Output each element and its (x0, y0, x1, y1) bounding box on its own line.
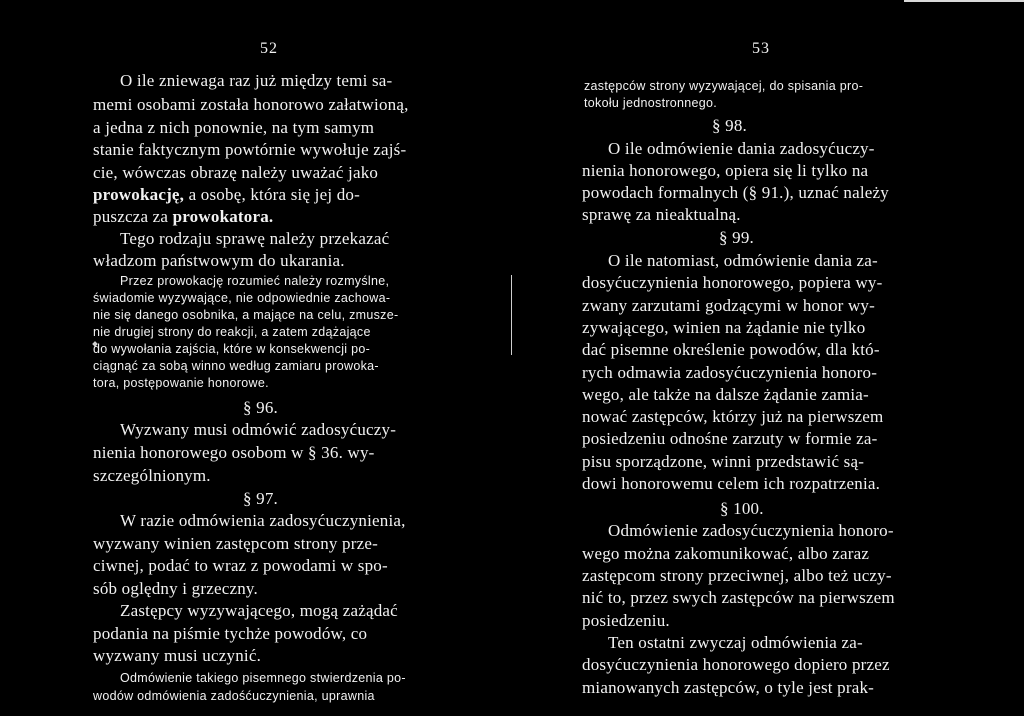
text-line: mianowanych zastępców, o tyle jest prak- (582, 678, 875, 697)
text-line: posiedzeniu. (582, 611, 670, 630)
right-page (512, 0, 1024, 716)
bold-term-provocation: prowokację, (93, 185, 185, 204)
section-heading-96: § 96. (243, 398, 278, 417)
note-line: Przez prowokację rozumieć należy rozmyślne, (120, 274, 390, 288)
note-line: tokołu jednostronnego. (584, 96, 718, 110)
text-line: Tego rodzaju sprawę należy przekazać (120, 229, 390, 248)
text-line: Zastępcy wyzywającego, mogą zażądać (120, 601, 398, 620)
section-heading-97: § 97. (243, 489, 278, 508)
text-line: sprawę za nieaktualną. (582, 205, 741, 224)
text-line: ciwnej, podać to wraz z powodami w spo- (93, 556, 388, 575)
note-line: tora, postępowanie honorowe. (93, 376, 269, 390)
page-number-right: 53 (752, 40, 770, 57)
text-line: zastępcom strony przeciwnej, albo też uczy- (582, 566, 892, 585)
section-heading-98: § 98. (712, 116, 747, 135)
text-line: prowokację, a osobę, która się jej do- (93, 185, 360, 204)
note-line: Odmówienie takiego pisemnego stwierdzenia po- (120, 671, 406, 685)
text-line: Ten ostatni zwyczaj odmówienia za- (608, 633, 863, 652)
note-line: wodów odmówienia zadośćuczynienia, uprawnia (93, 689, 375, 703)
text-line: a jedna z nich ponownie, na tym samym (93, 118, 375, 137)
text-line: dowi honorowemu celem ich rozpatrzenia. (582, 474, 881, 493)
text-line: puszcza za prowokatora. (93, 207, 274, 226)
section-heading-99: § 99. (719, 228, 754, 247)
text-line: szczególnionym. (93, 466, 211, 485)
text-line: dosyćuczynienia honorowego, popiera wy- (582, 273, 883, 292)
text-line: Odmówienie zadosyćuczynienia honoro- (608, 521, 894, 540)
text-line: wyzwany musi uczynić. (93, 646, 262, 665)
text-line: Wyzwany musi odmówić zadosyćuczy- (120, 420, 397, 439)
text-line: podania na piśmie tychże powodów, co (93, 624, 368, 643)
text-line: powodach formalnych (§ 91.), uznać należy (582, 183, 889, 202)
bold-term-provocateur: prowokatora. (172, 207, 274, 226)
note-line: nie drugiej strony do reakcji, a zatem zdążające (93, 325, 371, 339)
text-line: wyzwany winien zastępcom strony prze- (93, 534, 378, 553)
text-line: nić to, przez swych zastępców na pierwszem (582, 588, 895, 607)
text-line: rych odmawia zadosyćuczynienia honoro- (582, 363, 878, 382)
text-line: stanie faktycznym powtórnie wywołuje zajś- (93, 140, 407, 159)
note-line: do wywołania zajścia, które w konsekwencji po- (93, 342, 371, 356)
note-line: świadomie wyzywające, nie odpowiednie zachowa- (93, 291, 391, 305)
text-line: memi osobami została honorowo załatwioną, (93, 95, 409, 114)
section-heading-100: § 100. (720, 499, 764, 518)
text-line: wego można zakomunikować, albo zaraz (582, 544, 870, 563)
text-line: zwany zarzutami godzącymi w honor wy- (582, 296, 875, 315)
text-line: O ile zniewaga raz już między temi sa- (120, 71, 393, 90)
text-line: nować zastępców, którzy już na pierwszem (582, 407, 884, 426)
text-line: władzom państwowym do ukarania. (93, 251, 345, 270)
note-line: ciągnąć za sobą winno według zamiaru prowoka- (93, 359, 379, 373)
text-line: dać pisemne określenie powodów, dla któ- (582, 340, 880, 359)
text-line: O ile natomiast, odmówienie dania za- (608, 251, 878, 270)
text-line: zywającego, winien na żądanie nie tylko (582, 318, 866, 337)
text-line: sób oględny i grzeczny. (93, 579, 258, 598)
text-line: posiedzeniu odnośne zarzuty w formie za- (582, 429, 878, 448)
note-line: nie się danego osobnika, a mające na celu, zmusze- (93, 308, 399, 322)
text-line: dosyćuczynienia honorowego dopiero przez (582, 655, 890, 674)
text-line: cie, wówczas obrazę należy uważać jako (93, 163, 379, 182)
text-line: W razie odmówienia zadosyćuczynienia, (120, 511, 406, 530)
text-line: O ile odmówienie dania zadosyćuczy- (608, 139, 875, 158)
page-number-left: 52 (260, 40, 278, 57)
note-line: zastępców strony wyzywającej, do spisania pro- (584, 79, 864, 93)
text-line: nienia honorowego, opiera się li tylko na (582, 161, 869, 180)
text-line: nienia honorowego osobom w § 36. wy- (93, 443, 375, 462)
text-line: pisu sporządzone, winni przedstawić są- (582, 452, 865, 471)
text-line: wego, ale także na dalsze żądanie zamia- (582, 385, 869, 404)
